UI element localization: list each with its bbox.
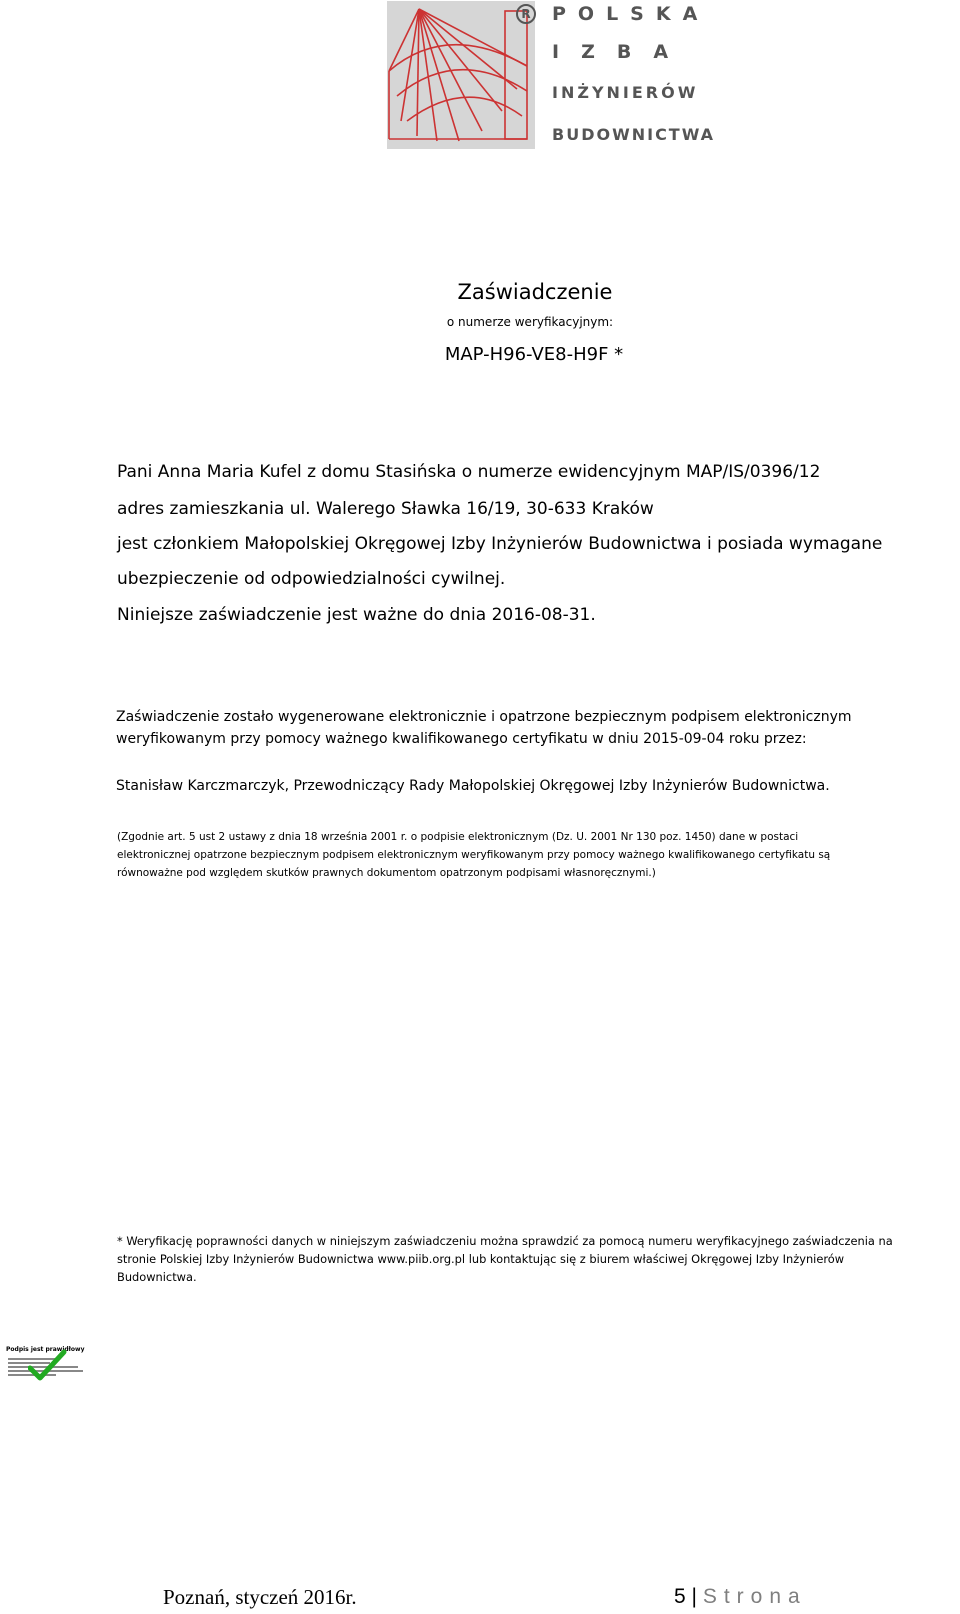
- signature-validity-stamp: [6, 1346, 96, 1386]
- logo-line-budownictwa: BUDOWNICTWA: [552, 125, 716, 144]
- body-line: Pani Anna Maria Kufel z domu Stasińska o numerze ewidencyjnym MAP/IS/0396/12: [117, 462, 821, 482]
- footnote-line: Budownictwa.: [117, 1270, 197, 1284]
- registered-mark-icon: R: [516, 4, 536, 24]
- certificate-subtitle: o numerze weryfikacyjnym:: [446, 315, 614, 329]
- page-number: 5: [674, 1585, 686, 1608]
- body-line: ubezpieczenie od odpowiedzialności cywilnej.: [117, 569, 506, 589]
- piib-logo: [387, 1, 716, 149]
- generation-line: weryfikowanym przy pomocy ważnego kwalifikowanego certyfikatu w dniu 2015-09-04 roku przez:: [116, 731, 807, 747]
- certificate-number: MAP-H96-VE8-H9F *: [444, 344, 624, 365]
- footnote-line: * Weryfikację poprawności danych w niniejszym zaświadczeniu można sprawdzić za pomocą numeru weryfikacyjnego zaświadczenia na: [117, 1234, 893, 1248]
- legal-line: (Zgodnie art. 5 ust 2 ustawy z dnia 18 września 2001 r. o podpisie elektronicznym (Dz. U. 2001 Nr 130 poz. 1450) dane w postaci: [117, 831, 799, 843]
- logo-line-inzynierow: INŻYNIERÓW: [552, 83, 699, 102]
- legal-line: elektronicznej opatrzone bezpiecznym podpisem elektronicznym weryfikowanym przy pomocy ważnego kwalifikowanego certyfikatu są: [117, 849, 831, 861]
- certificate-title: Zaświadczenie: [457, 280, 613, 304]
- body-line: jest członkiem Małopolskiej Okręgowej Izby Inżynierów Budownictwa i posiada wymagane: [117, 534, 883, 554]
- footer-location-date: Poznań, styczeń 2016r.: [163, 1585, 357, 1609]
- page-label: Strona: [702, 1585, 807, 1608]
- logo-graphic: [387, 1, 535, 149]
- body-line: Niniejsze zaświadczenie jest ważne do dnia 2016-08-31.: [117, 605, 596, 625]
- footnote-line: stronie Polskiej Izby Inżynierów Budownictwa www.piib.org.pl lub kontaktując się z biurem właściwej Okręgowej Izby Inżynierów: [117, 1252, 845, 1266]
- body-line: adres zamieszkania ul. Walerego Sławka 16/19, 30-633 Kraków: [117, 499, 654, 519]
- legal-line: równoważne pod względem skutków prawnych dokumentom opatrzonym podpisami własnoręcznymi.): [117, 867, 656, 879]
- checkmark-icon: [28, 1348, 68, 1382]
- logo-line-izba: IZBA: [552, 41, 691, 63]
- footer-separator: |: [691, 1585, 697, 1608]
- logo-line-polska: POLSKA: [552, 3, 710, 25]
- signer-name: Stanisław Karczmarczyk, Przewodniczący Rady Małopolskiej Okręgowej Izby Inżynierów Budownictwa.: [116, 778, 830, 794]
- footer-page-indicator: [674, 1585, 807, 1609]
- generation-line: Zaświadczenie zostało wygenerowane elektronicznie i opatrzone bezpiecznym podpisem elektronicznym: [116, 709, 852, 725]
- page-footer: [0, 1585, 960, 1614]
- signature-title: Podpis jest prawidłowy: [6, 1346, 85, 1353]
